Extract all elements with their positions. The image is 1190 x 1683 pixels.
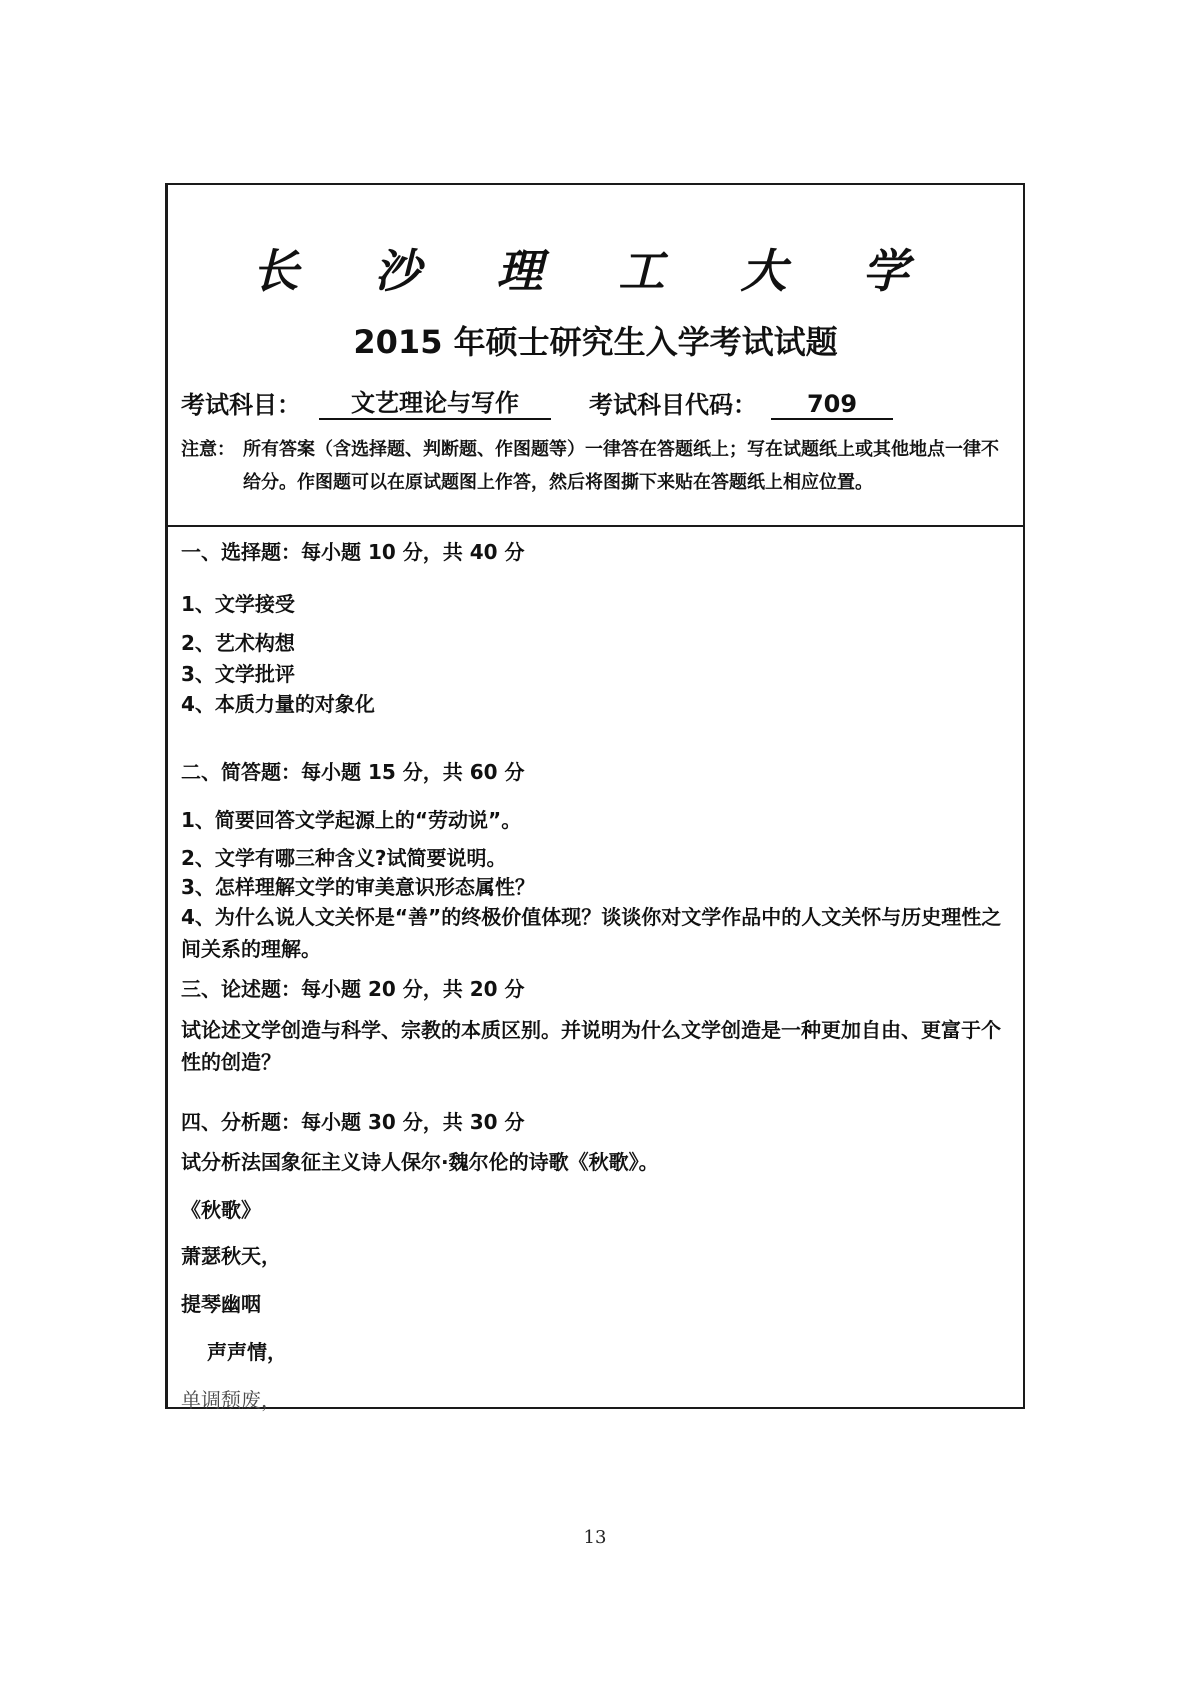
poem-line: 单调颓废， bbox=[181, 1388, 281, 1412]
school-name: 长 沙 理 工 大 学 bbox=[252, 244, 939, 298]
exam-paper-frame bbox=[165, 183, 1025, 1412]
poem-title: 《秋歌》 bbox=[181, 1198, 261, 1222]
question-item: 1、简要回答文学起源上的“劳动说”。 bbox=[181, 808, 522, 832]
section-heading: 一、选择题：每小题 10 分，共 40 分 bbox=[181, 540, 525, 564]
subject-value: 文艺理论与写作 bbox=[319, 383, 551, 420]
question-item: 3、文学批评 bbox=[181, 662, 295, 686]
question-item: 4、为什么说人文关怀是“善”的终极价值体现？谈谈你对文学作品中的人文关怀与历史理性之间关系的理解。 bbox=[181, 905, 1002, 961]
question-item: 试论述文学创造与科学、宗教的本质区别。并说明为什么文学创造是一种更加自由、更富于个性的创造？ bbox=[181, 1018, 1001, 1074]
question-item: 2、文学有哪三种含义?试简要说明。 bbox=[181, 846, 507, 870]
question-item: 4、本质力量的对象化 bbox=[181, 692, 375, 716]
poem-line: 萧瑟秋天， bbox=[181, 1244, 281, 1268]
question-item: 3、怎样理解文学的审美意识形态属性？ bbox=[181, 875, 535, 899]
subject-label: 考试科目： bbox=[181, 391, 301, 419]
subject-code-label: 考试科目代码： bbox=[589, 391, 757, 419]
subject-code-value: 709 bbox=[771, 390, 893, 420]
notice-label: 注意： bbox=[181, 439, 235, 460]
notice-text: 所有答案（含选择题、判断题、作图题等）一律答在答题纸上；写在试题纸上或其他地点一律不给分。作图题可以在原试题图上作答，然后将图撕下来贴在答题纸上相应位置。 bbox=[243, 439, 999, 493]
section-heading: 四、分析题：每小题 30 分，共 30 分 bbox=[181, 1110, 525, 1134]
question-item: 2、艺术构想 bbox=[181, 631, 295, 655]
section-heading: 二、简答题：每小题 15 分，共 60 分 bbox=[181, 760, 525, 784]
question-item: 1、文学接受 bbox=[181, 592, 295, 616]
page-number: 13 bbox=[583, 1527, 607, 1548]
notice bbox=[181, 433, 1003, 499]
poem-line: 提琴幽咽 bbox=[181, 1292, 261, 1316]
subject-row bbox=[181, 383, 1013, 420]
poem-line: 声声情， bbox=[207, 1340, 287, 1364]
question-item: 试分析法国象征主义诗人保尔·魏尔伦的诗歌《秋歌》。 bbox=[181, 1150, 659, 1174]
section-heading: 三、论述题：每小题 20 分，共 20 分 bbox=[181, 977, 525, 1001]
header-divider bbox=[168, 525, 1023, 527]
exam-title: 2015 年硕士研究生入学考试试题 bbox=[353, 323, 838, 361]
